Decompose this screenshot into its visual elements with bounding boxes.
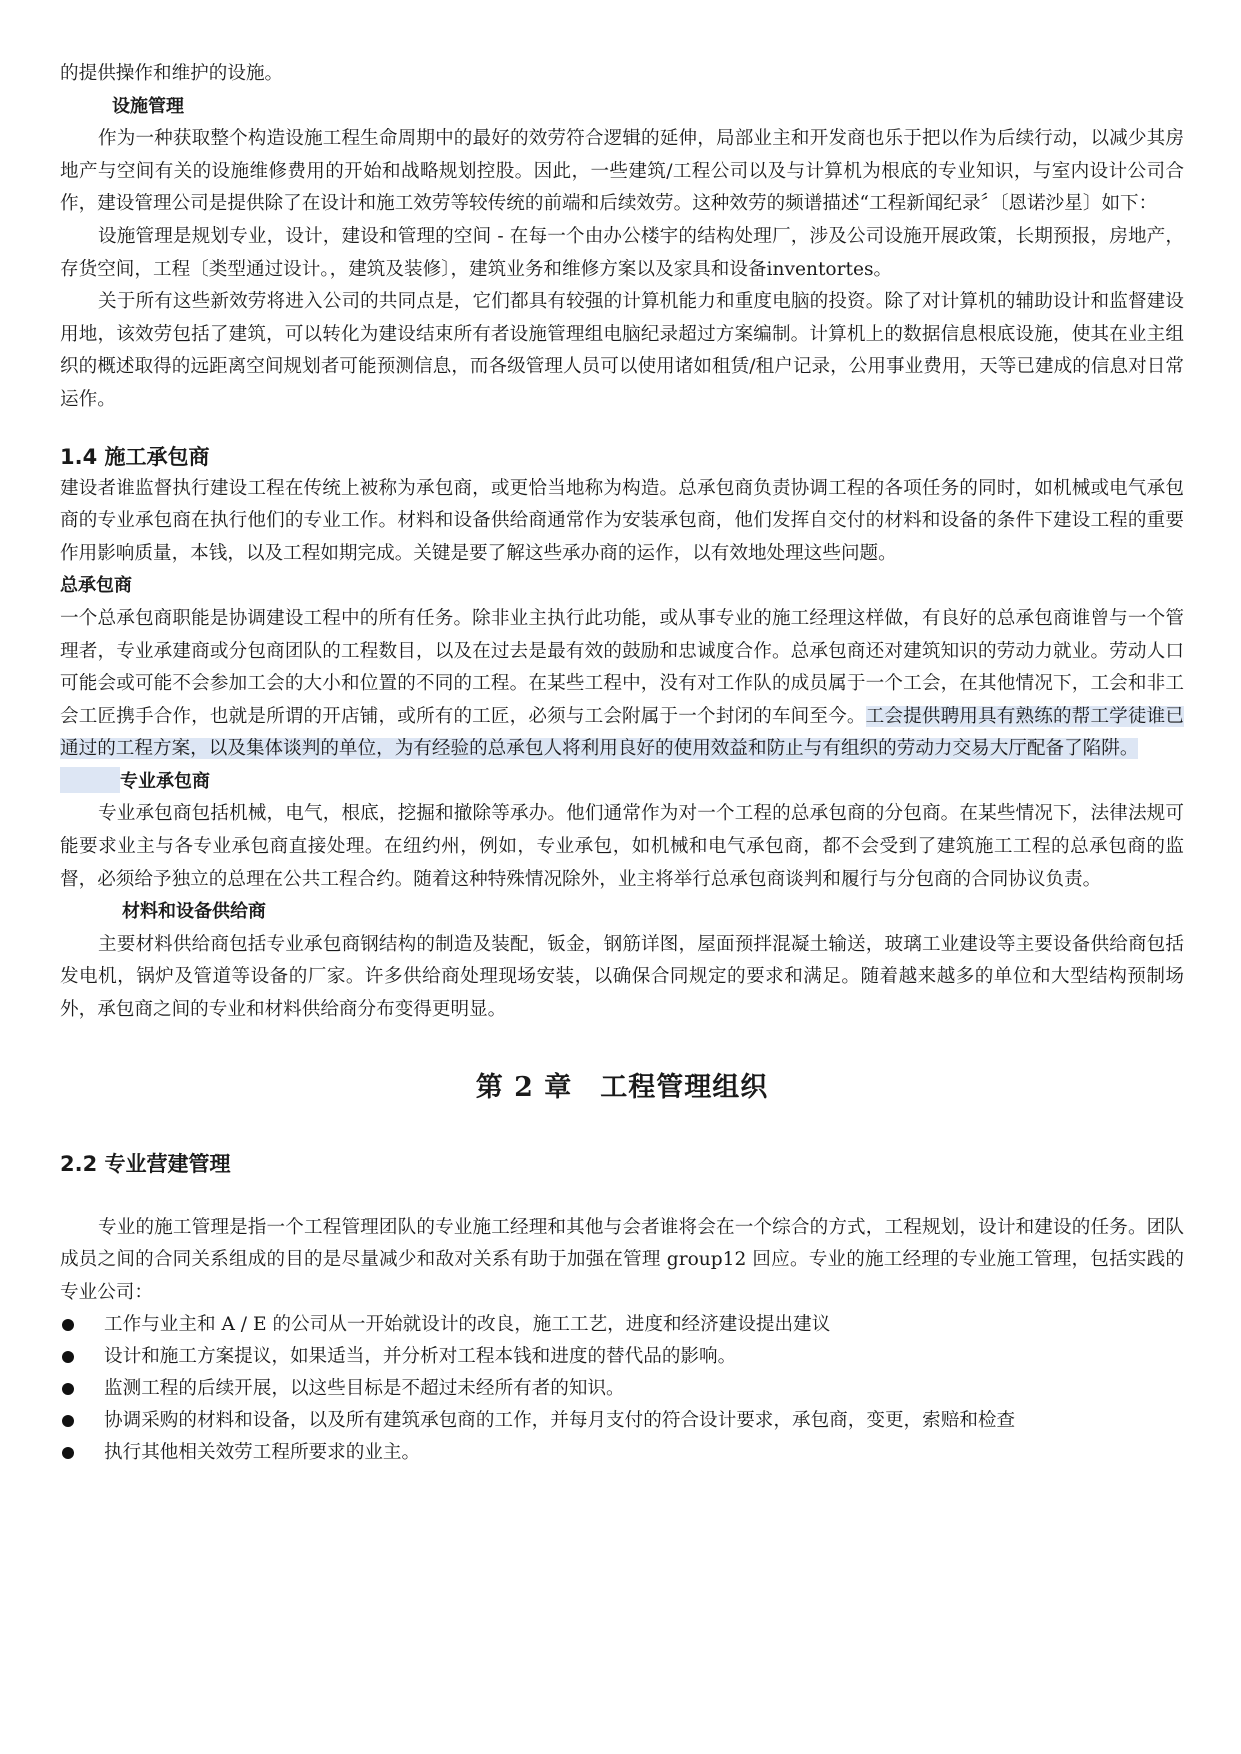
- general-contractor-paragraph: [60, 603, 1184, 766]
- suppliers-heading: 材料和设备供给商: [122, 901, 266, 923]
- bullet-icon: [62, 1351, 74, 1363]
- highlighted-selection: 工会提供聘用具有熟练的帮工学徒谁已通过的工程方案，以及集体谈判的单位，为有经验的总承包人将利用良好的使用效益和防止与有组织的劳动力交易大厅配备了陷阱。: [60, 705, 1184, 760]
- list-item: 执行其他相关效劳工程所要求的业主。: [60, 1437, 1184, 1469]
- general-contractor-text: 一个总承包商职能是协调建设工程中的所有任务。除非业主执行此功能，或从事专业的施工经理这样做，有良好的总承包商谁曾与一个管理者，专业承建商或分包商团队的工程数目，以及在过去是最有效的鼓励和忠诚度合作。总承包商还对建筑知识的劳动力就业。劳动人口可能会或可能不会参加工会的大小和位置的不同的工程。在某些工程中，没有对工作队的成员属于一个工会，在其他情况下，工会和非工会工匠携手合作，也就是所谓的开店铺，或所有的工匠，必须与工会附属于一个封闭的车间至今。: [60, 607, 1184, 727]
- bullet-icon: [62, 1383, 74, 1395]
- list-item: 设计和施工方案提议，如果适当，并分析对工程本钱和进度的替代品的影响。: [60, 1341, 1184, 1373]
- intro-tail-paragraph: 的提供操作和维护的设施。: [60, 63, 284, 84]
- list-item: 工作与业主和 A / E 的公司从一开始就设计的改良，施工工艺，进度和经济建设提出建议: [60, 1309, 1184, 1341]
- document-page: [60, 58, 1184, 1469]
- section-2-2-paragraph: 专业的施工管理是指一个工程管理团队的专业施工经理和其他与会者谁将会在一个综合的方式，工程规划，设计和建设的任务。团队成员之间的合同关系组成的目的是尽量减少和敌对关系有助于加强在管理 group12 回应。专业的施工经理的专业施工管理，包括实践的专业公司：: [60, 1216, 1184, 1303]
- general-contractor-heading: 总承包商: [60, 575, 132, 597]
- chapter-2-title: 第 2 章 工程管理组织: [475, 1071, 769, 1103]
- facility-management-heading: 设施管理: [112, 95, 184, 117]
- bullet-icon: [62, 1319, 74, 1331]
- section-1-4-paragraph: 建设者谁监督执行建设工程在传统上被称为承包商，或更恰当地称为构造。总承包商负责协调工程的各项任务的同时，如机械或电气承包商的专业承包商在执行他们的专业工作。材料和设备供给商通常作为安装承包商，他们发挥自交付的材料和设备的条件下建设工程的重要作用影响质量，本钱，以及工程如期完成。关键是要了解这些承办商的运作，以有效地处理这些问题。: [60, 477, 1184, 564]
- bullet-icon: [62, 1447, 74, 1459]
- facility-paragraph-1: 作为一种获取整个构造设施工程生命周期中的最好的效劳符合逻辑的延伸，局部业主和开发商也乐于把以作为后续行动，以减少其房地产与空间有关的设施维修费用的开始和战略规划控股。因此，一些建筑/工程公司以及与计算机为根底的专业知识，与室内设计公司合作，建设管理公司是提供除了在设计和施工效劳等较传统的前端和后续效劳。这种效劳的频谱描述“工程新闻纪录〞〔恩诺沙星〕如下：: [60, 128, 1184, 215]
- section-1-4-heading: 1.4 施工承包商: [60, 444, 210, 469]
- suppliers-paragraph: 主要材料供给商包括专业承包商钢结构的制造及装配，钣金，钢筋详图，屋面预拌混凝土输送，玻璃工业建设等主要设备供给商包括发电机，锅炉及管道等设备的厂家。许多供给商处理现场安装，以确保合同规定的要求和满足。随着越来越多的单位和大型结构预制场外，承包商之间的专业和材料供给商分布变得更明显。: [60, 933, 1184, 1021]
- list-item: 协调采购的材料和设备，以及所有建筑承包商的工作，并每月支付的符合设计要求，承包商，变更，索赔和检查: [60, 1405, 1184, 1437]
- bullet-icon: [62, 1415, 74, 1427]
- selection-highlight-mark: [60, 767, 120, 793]
- list-item: 监测工程的后续开展，以这些目标是不超过未经所有者的知识。: [60, 1373, 1184, 1405]
- specialty-contractor-heading: 专业承包商: [60, 766, 1184, 799]
- facility-paragraph-2: 设施管理是规划专业，设计，建设和管理的空间 - 在每一个由办公楼宇的结构处理厂，涉及公司设施开展政策，长期预报，房地产，存货空间，工程〔类型通过设计。，建筑及装修〕，建筑业务和维修方案以及家具和设备inventortes。: [60, 225, 1184, 280]
- specialty-contractor-paragraph: 专业承包商包括机械，电气，根底，挖掘和撤除等承办。他们通常作为对一个工程的总承包商的分包商。在某些情况下，法律法规可能要求业主与各专业承包商直接处理。在纽约州，例如，专业承包，如机械和电气承包商，都不会受到了建筑施工工程的总承包商的监督，必须给予独立的总理在公共工程合约。随着这种特殊情况除外，业主将举行总承包商谈判和履行与分包商的合同协议负责。: [60, 803, 1184, 890]
- section-2-2-heading: 2.2 专业营建管理: [60, 1151, 231, 1176]
- facility-paragraph-3: 关于所有这些新效劳将进入公司的共同点是，它们都具有较强的计算机能力和重度电脑的投资。除了对计算机的辅助设计和监督建设用地，该效劳包括了建筑，可以转化为建设结束所有者设施管理组电脑纪录超过方案编制。计算机上的数据信息根底设施，使其在业主组织的概述取得的远距离空间规划者可能预测信息，而各级管理人员可以使用诸如租赁/租户记录，公用事业费用，天等已建成的信息对日常运作。: [60, 291, 1184, 410]
- services-list: [60, 1309, 1184, 1469]
